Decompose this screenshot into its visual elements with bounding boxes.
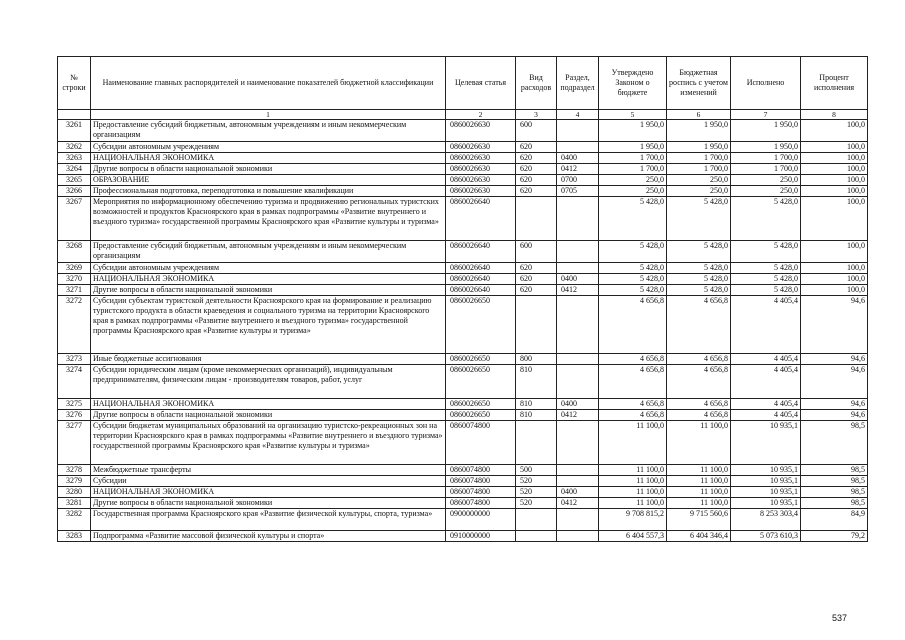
row-number: 3280 [58,487,91,498]
table-row [58,241,868,263]
row-percent: 100,0 [801,175,868,186]
row-approved: 1 700,0 [599,164,667,175]
row-approved: 5 428,0 [599,274,667,285]
table-row [58,465,868,476]
row-budget-schedule: 4 656,8 [667,365,731,399]
row-name: Субсидии бюджетам муниципальных образований на организацию туристско-рекреационных зон на территории Красноярского края в рамках подпрограммы «Развитие внутреннего и въездного туризма» государственной программы Красноярского края «Развитие культуры и туризма» [91,421,446,465]
row-expense-type: 620 [516,274,557,285]
row-section [557,120,599,142]
row-budget-schedule: 11 100,0 [667,465,731,476]
row-executed: 10 935,1 [731,487,801,498]
table-row [58,142,868,153]
row-number: 3272 [58,296,91,354]
header-percent: Процент исполнения [801,57,868,110]
row-expense-type: 620 [516,142,557,153]
table-row [58,487,868,498]
row-name: Подпрограмма «Развитие массовой физической культуры и спорта» [91,531,446,542]
row-budget-schedule: 11 100,0 [667,498,731,509]
row-name: Субсидии автономным учреждениям [91,142,446,153]
row-percent: 100,0 [801,197,868,241]
row-budget-schedule: 9 715 560,6 [667,509,731,531]
row-executed: 8 253 303,4 [731,509,801,531]
row-percent: 100,0 [801,263,868,274]
row-budget-schedule: 11 100,0 [667,421,731,465]
row-section [557,476,599,487]
table-row [58,186,868,197]
row-approved: 4 656,8 [599,354,667,365]
row-expense-type: 800 [516,354,557,365]
row-approved: 4 656,8 [599,410,667,421]
row-target-article: 0860026640 [446,241,516,263]
table-row [58,120,868,142]
row-budget-schedule: 5 428,0 [667,241,731,263]
row-target-article: 0860026650 [446,354,516,365]
row-budget-schedule: 1 700,0 [667,164,731,175]
row-expense-type: 620 [516,285,557,296]
row-section [557,531,599,542]
row-percent: 94,6 [801,399,868,410]
table-row [58,197,868,241]
row-expense-type: 520 [516,498,557,509]
row-approved: 250,0 [599,186,667,197]
row-number: 3273 [58,354,91,365]
row-section: 0412 [557,410,599,421]
table-row [58,509,868,531]
row-target-article: 0860026640 [446,285,516,296]
row-budget-schedule: 1 700,0 [667,153,731,164]
row-expense-type [516,197,557,241]
row-expense-type: 620 [516,175,557,186]
row-name: Субсидии автономным учреждениям [91,263,446,274]
row-percent: 100,0 [801,285,868,296]
row-executed: 4 405,4 [731,399,801,410]
row-executed: 10 935,1 [731,421,801,465]
row-budget-schedule: 250,0 [667,186,731,197]
row-approved: 5 428,0 [599,285,667,296]
row-number: 3267 [58,197,91,241]
row-budget-schedule: 4 656,8 [667,354,731,365]
table-row [58,531,868,542]
row-name: Государственная программа Красноярского края «Развитие физической культуры, спорта, туризма» [91,509,446,531]
row-name: Другие вопросы в области национальной экономики [91,498,446,509]
row-target-article: 0860074800 [446,498,516,509]
row-approved: 11 100,0 [599,487,667,498]
colnum-2: 2 [446,110,516,120]
row-target-article: 0860026630 [446,186,516,197]
row-approved: 6 404 557,3 [599,531,667,542]
row-expense-type: 520 [516,476,557,487]
row-number: 3266 [58,186,91,197]
row-expense-type: 620 [516,164,557,175]
row-percent: 98,5 [801,465,868,476]
row-number: 3269 [58,263,91,274]
row-section [557,241,599,263]
row-approved: 11 100,0 [599,476,667,487]
row-executed: 5 428,0 [731,197,801,241]
row-budget-schedule: 4 656,8 [667,410,731,421]
row-name: ОБРАЗОВАНИЕ [91,175,446,186]
row-percent: 100,0 [801,241,868,263]
row-section: 0412 [557,164,599,175]
row-name: Субсидии юридическим лицам (кроме некоммерческих организаций), индивидуальным предпринимателям, физическим лицам - производителям товаров, работ, услуг [91,365,446,399]
row-section [557,296,599,354]
row-executed: 4 405,4 [731,410,801,421]
row-expense-type [516,509,557,531]
row-number: 3276 [58,410,91,421]
table-row [58,399,868,410]
table-row [58,421,868,465]
row-budget-schedule: 4 656,8 [667,296,731,354]
row-name: НАЦИОНАЛЬНАЯ ЭКОНОМИКА [91,399,446,410]
row-executed: 250,0 [731,175,801,186]
row-target-article: 0860026640 [446,263,516,274]
row-expense-type: 620 [516,263,557,274]
row-approved: 250,0 [599,175,667,186]
row-budget-schedule: 5 428,0 [667,274,731,285]
budget-table [57,56,868,542]
row-percent: 94,6 [801,354,868,365]
row-target-article: 0860074800 [446,465,516,476]
row-percent: 100,0 [801,186,868,197]
header-row-number: № строки [58,57,91,110]
row-section: 0400 [557,487,599,498]
row-target-article: 0860026630 [446,175,516,186]
page-number: 537 [831,613,847,623]
row-number: 3277 [58,421,91,465]
row-budget-schedule: 11 100,0 [667,487,731,498]
row-target-article: 0910000000 [446,531,516,542]
row-section [557,263,599,274]
row-expense-type: 500 [516,465,557,476]
row-percent: 100,0 [801,164,868,175]
row-budget-schedule: 1 950,0 [667,120,731,142]
row-percent: 84,9 [801,509,868,531]
row-executed: 4 405,4 [731,354,801,365]
row-approved: 5 428,0 [599,241,667,263]
row-number: 3270 [58,274,91,285]
row-number: 3275 [58,399,91,410]
row-approved: 1 950,0 [599,142,667,153]
colnum-0 [58,110,91,120]
row-executed: 10 935,1 [731,498,801,509]
row-section [557,509,599,531]
table-row [58,296,868,354]
row-target-article: 0860026630 [446,120,516,142]
row-target-article: 0860074800 [446,476,516,487]
header-target-article: Целевая статья [446,57,516,110]
row-number: 3271 [58,285,91,296]
row-expense-type: 810 [516,410,557,421]
row-section [557,354,599,365]
row-approved: 4 656,8 [599,296,667,354]
row-name: Другие вопросы в области национальной экономики [91,410,446,421]
table-row [58,263,868,274]
row-expense-type: 810 [516,365,557,399]
row-section: 0700 [557,175,599,186]
row-approved: 5 428,0 [599,263,667,274]
row-approved: 5 428,0 [599,197,667,241]
row-section: 0412 [557,498,599,509]
row-target-article: 0860074800 [446,421,516,465]
row-executed: 1 700,0 [731,164,801,175]
row-budget-schedule: 11 100,0 [667,476,731,487]
row-name: Другие вопросы в области национальной экономики [91,164,446,175]
row-budget-schedule: 5 428,0 [667,285,731,296]
row-expense-type: 620 [516,186,557,197]
row-name: Профессиональная подготовка, переподготовка и повышение квалификации [91,186,446,197]
row-number: 3279 [58,476,91,487]
row-executed: 4 405,4 [731,365,801,399]
table-row [58,410,868,421]
row-section: 0400 [557,153,599,164]
row-budget-schedule: 250,0 [667,175,731,186]
row-target-article: 0860026650 [446,296,516,354]
row-percent: 98,5 [801,487,868,498]
row-section [557,197,599,241]
row-number: 3282 [58,509,91,531]
row-percent: 100,0 [801,142,868,153]
row-section: 0705 [557,186,599,197]
table-row [58,365,868,399]
row-expense-type [516,421,557,465]
row-target-article: 0860026650 [446,399,516,410]
table-row [58,354,868,365]
row-name: Предоставление субсидий бюджетным, автономным учреждениям и иным некоммерческим организациям [91,120,446,142]
row-target-article: 0860026650 [446,365,516,399]
row-name: Иные бюджетные ассигнования [91,354,446,365]
row-percent: 94,6 [801,365,868,399]
row-number: 3274 [58,365,91,399]
header-budget-schedule: Бюджетная роспись с учетом изменений [667,57,731,110]
row-executed: 4 405,4 [731,296,801,354]
row-section: 0400 [557,274,599,285]
row-number: 3263 [58,153,91,164]
row-executed: 5 428,0 [731,241,801,263]
row-name: Субсидии [91,476,446,487]
row-approved: 4 656,8 [599,399,667,410]
row-target-article: 0860026650 [446,410,516,421]
row-approved: 11 100,0 [599,421,667,465]
row-target-article: 0860026630 [446,153,516,164]
row-approved: 4 656,8 [599,365,667,399]
row-number: 3261 [58,120,91,142]
row-executed: 5 428,0 [731,285,801,296]
colnum-8: 8 [801,110,868,120]
row-budget-schedule: 6 404 346,4 [667,531,731,542]
row-percent: 94,6 [801,410,868,421]
column-number-row [58,110,868,120]
row-approved: 11 100,0 [599,498,667,509]
row-target-article: 0860026640 [446,274,516,285]
row-name: Другие вопросы в области национальной экономики [91,285,446,296]
row-budget-schedule: 5 428,0 [667,197,731,241]
row-executed: 10 935,1 [731,476,801,487]
row-section [557,365,599,399]
row-percent: 100,0 [801,274,868,285]
row-executed: 250,0 [731,186,801,197]
row-section: 0412 [557,285,599,296]
row-name: Межбюджетные трансферты [91,465,446,476]
colnum-5: 5 [599,110,667,120]
table-row [58,285,868,296]
row-budget-schedule: 5 428,0 [667,263,731,274]
row-percent: 98,5 [801,421,868,465]
colnum-4: 4 [557,110,599,120]
row-name: НАЦИОНАЛЬНАЯ ЭКОНОМИКА [91,274,446,285]
table-row [58,175,868,186]
row-percent: 98,5 [801,498,868,509]
row-executed: 10 935,1 [731,465,801,476]
row-target-article: 0860026630 [446,164,516,175]
colnum-6: 6 [667,110,731,120]
row-name: НАЦИОНАЛЬНАЯ ЭКОНОМИКА [91,487,446,498]
table-row [58,498,868,509]
table-row [58,164,868,175]
row-name: НАЦИОНАЛЬНАЯ ЭКОНОМИКА [91,153,446,164]
row-section [557,142,599,153]
row-percent: 100,0 [801,153,868,164]
row-expense-type: 600 [516,241,557,263]
table-header-row [58,57,868,110]
colnum-7: 7 [731,110,801,120]
row-number: 3278 [58,465,91,476]
row-percent: 94,6 [801,296,868,354]
row-approved: 11 100,0 [599,465,667,476]
row-target-article: 0860026640 [446,197,516,241]
row-number: 3265 [58,175,91,186]
row-executed: 1 950,0 [731,142,801,153]
header-executed: Исполнено [731,57,801,110]
row-budget-schedule: 1 950,0 [667,142,731,153]
row-approved: 1 950,0 [599,120,667,142]
row-section [557,421,599,465]
row-number: 3281 [58,498,91,509]
row-section [557,465,599,476]
row-percent: 79,2 [801,531,868,542]
row-expense-type: 810 [516,399,557,410]
colnum-3: 3 [516,110,557,120]
row-number: 3264 [58,164,91,175]
colnum-1: 1 [91,110,446,120]
row-percent: 100,0 [801,120,868,142]
row-name: Предоставление субсидий бюджетным, автономным учреждениям и иным некоммерческим организациям [91,241,446,263]
row-name: Мероприятия по информационному обеспечению туризма и продвижению региональных туристских возможностей и продуктов Красноярского края в рамках подпрограммы «Развитие внутреннего и въездного туризма» государственной программы Красноярского края «Развитие культуры и туризма» [91,197,446,241]
row-expense-type [516,296,557,354]
row-target-article: 0900000000 [446,509,516,531]
row-target-article: 0860074800 [446,487,516,498]
row-number: 3262 [58,142,91,153]
row-executed: 1 950,0 [731,120,801,142]
row-expense-type: 600 [516,120,557,142]
row-budget-schedule: 4 656,8 [667,399,731,410]
row-number: 3268 [58,241,91,263]
header-section: Раздел, подраздел [557,57,599,110]
row-target-article: 0860026630 [446,142,516,153]
row-percent: 98,5 [801,476,868,487]
row-expense-type: 620 [516,153,557,164]
row-executed: 5 428,0 [731,263,801,274]
row-expense-type: 520 [516,487,557,498]
row-executed: 5 428,0 [731,274,801,285]
header-name: Наименование главных распорядителей и наименование показателей бюджетной классификации [91,57,446,110]
row-approved: 1 700,0 [599,153,667,164]
row-executed: 5 073 610,3 [731,531,801,542]
budget-report-sheet [57,56,867,542]
row-expense-type [516,531,557,542]
table-row [58,153,868,164]
table-row [58,476,868,487]
table-row [58,274,868,285]
header-expense-type: Вид расходов [516,57,557,110]
header-approved: Утверждено Законом о бюджете [599,57,667,110]
row-number: 3283 [58,531,91,542]
row-executed: 1 700,0 [731,153,801,164]
row-name: Субсидии субъектам туристской деятельности Красноярского края на формирование и реализацию туристского продукта в области краеведения и социального туризма на территории Красноярского края в рамках подпрограммы «Развитие внутреннего и въездного туризма» государственной программы Красноярского края «Развитие культуры и туризма» [91,296,446,354]
row-section: 0400 [557,399,599,410]
table-body [58,120,868,542]
row-approved: 9 708 815,2 [599,509,667,531]
